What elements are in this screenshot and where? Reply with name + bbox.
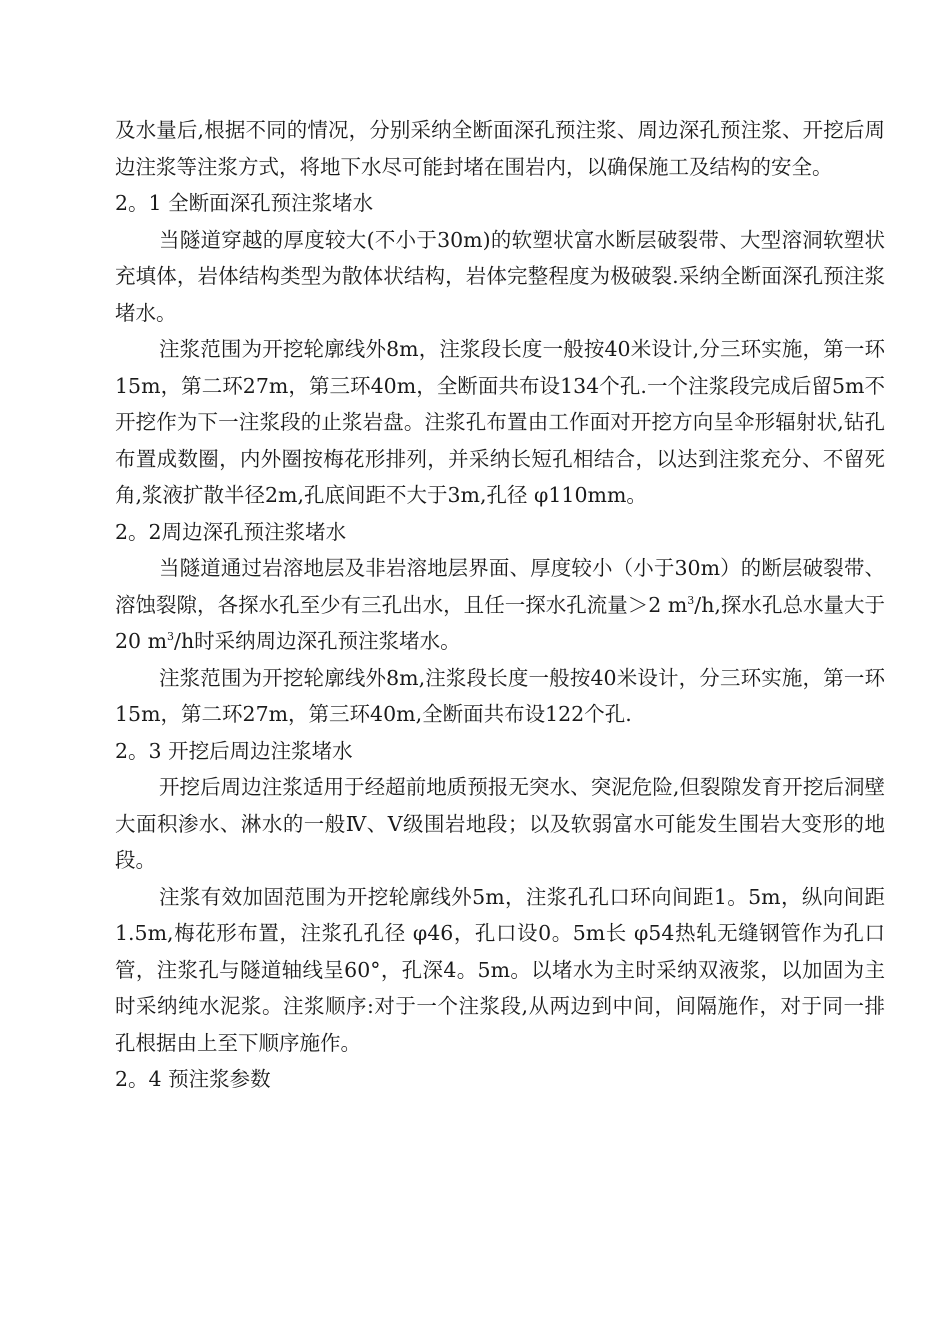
superscript-cubic: 3 <box>687 593 695 607</box>
superscript-cubic: 3 <box>167 630 175 644</box>
perimeter-condition-text-3: /h时采纳周边深孔预注浆堵水。 <box>174 629 461 653</box>
perimeter-condition-text-2: /h,探水孔总水量大于20 m <box>115 592 885 653</box>
document-body <box>115 112 885 1098</box>
paragraph-intro: 及水量后,根据不同的情况，分别采纳全断面深孔预注浆、周边深孔预注浆、开挖后周边注浆等注浆方式，将地下水尽可能封堵在围岩内，以确保施工及结构的安全。 <box>115 118 885 179</box>
paragraph-post-excavation-scope: 注浆有效加固范围为开挖轮廓线外5m，注浆孔孔口环向间距1。5m，纵向间距1.5m,梅花形布置，注浆孔孔径 φ46，孔口设0。5m长 φ54热轧无缝钢管作为孔口管，注浆孔与隧道轴线呈60°，孔深4。5m。以堵水为主时采纳双液浆，以加固为主时采纳纯水泥浆。注浆顺序:对于一个注浆段,从两边到中间，间隔施作，对于同一排孔根据由上至下顺序施作。 <box>115 884 885 1055</box>
section-heading-2-2: 2。2周边深孔预注浆堵水 <box>115 519 347 544</box>
paragraph-full-section-scope: 注浆范围为开挖轮廓线外8m，注浆段长度一般按40米设计,分三环实施，第一环15m，第二环27m，第三环40m，全断面共布设134个孔.一个注浆段完成后留5m不开挖作为下一注浆段的止浆岩盘。注浆孔布置由工作面对开挖方向呈伞形辐射状,钻孔布置成数圈，内外圈按梅花形排列，并采纳长短孔相结合，以达到注浆充分、不留死角,浆液扩散半径2m,孔底间距不大于3m,孔径 φ110mm。 <box>115 337 885 507</box>
paragraph-perimeter-scope: 注浆范围为开挖轮廓线外8m,注浆段长度一般按40米设计，分三环实施，第一环15m，第二环27m，第三环40m,全断面共布设122个孔. <box>115 665 885 726</box>
paragraph-full-section-condition: 当隧道穿越的厚度较大(不小于30m)的软塑状富水断层破裂带、大型溶洞软塑状充填体，岩体结构类型为散体状结构，岩体完整程度为极破裂.采纳全断面深孔预注浆堵水。 <box>115 227 885 325</box>
paragraph-perimeter-condition <box>115 550 885 660</box>
section-heading-2-4: 2。4 预注浆参数 <box>115 1067 271 1091</box>
perimeter-condition-text-1: 当隧道通过岩溶地层及非岩溶地层界面、厚度较小（小于30m）的断层破裂带、溶蚀裂隙，各探水孔至少有三孔出水，且任一探水孔流量＞2 m <box>115 556 885 617</box>
section-heading-2-3: 2。3 开挖后周边注浆堵水 <box>115 738 353 763</box>
section-heading-2-1: 2。1 全断面深孔预注浆堵水 <box>115 191 374 215</box>
paragraph-post-excavation-condition: 开挖后周边注浆适用于经超前地质预报无突水、突泥危险,但裂隙发育开挖后洞壁大面积渗水、淋水的一般Ⅳ、Ⅴ级围岩地段；以及软弱富水可能发生围岩大变形的地段。 <box>115 775 885 872</box>
